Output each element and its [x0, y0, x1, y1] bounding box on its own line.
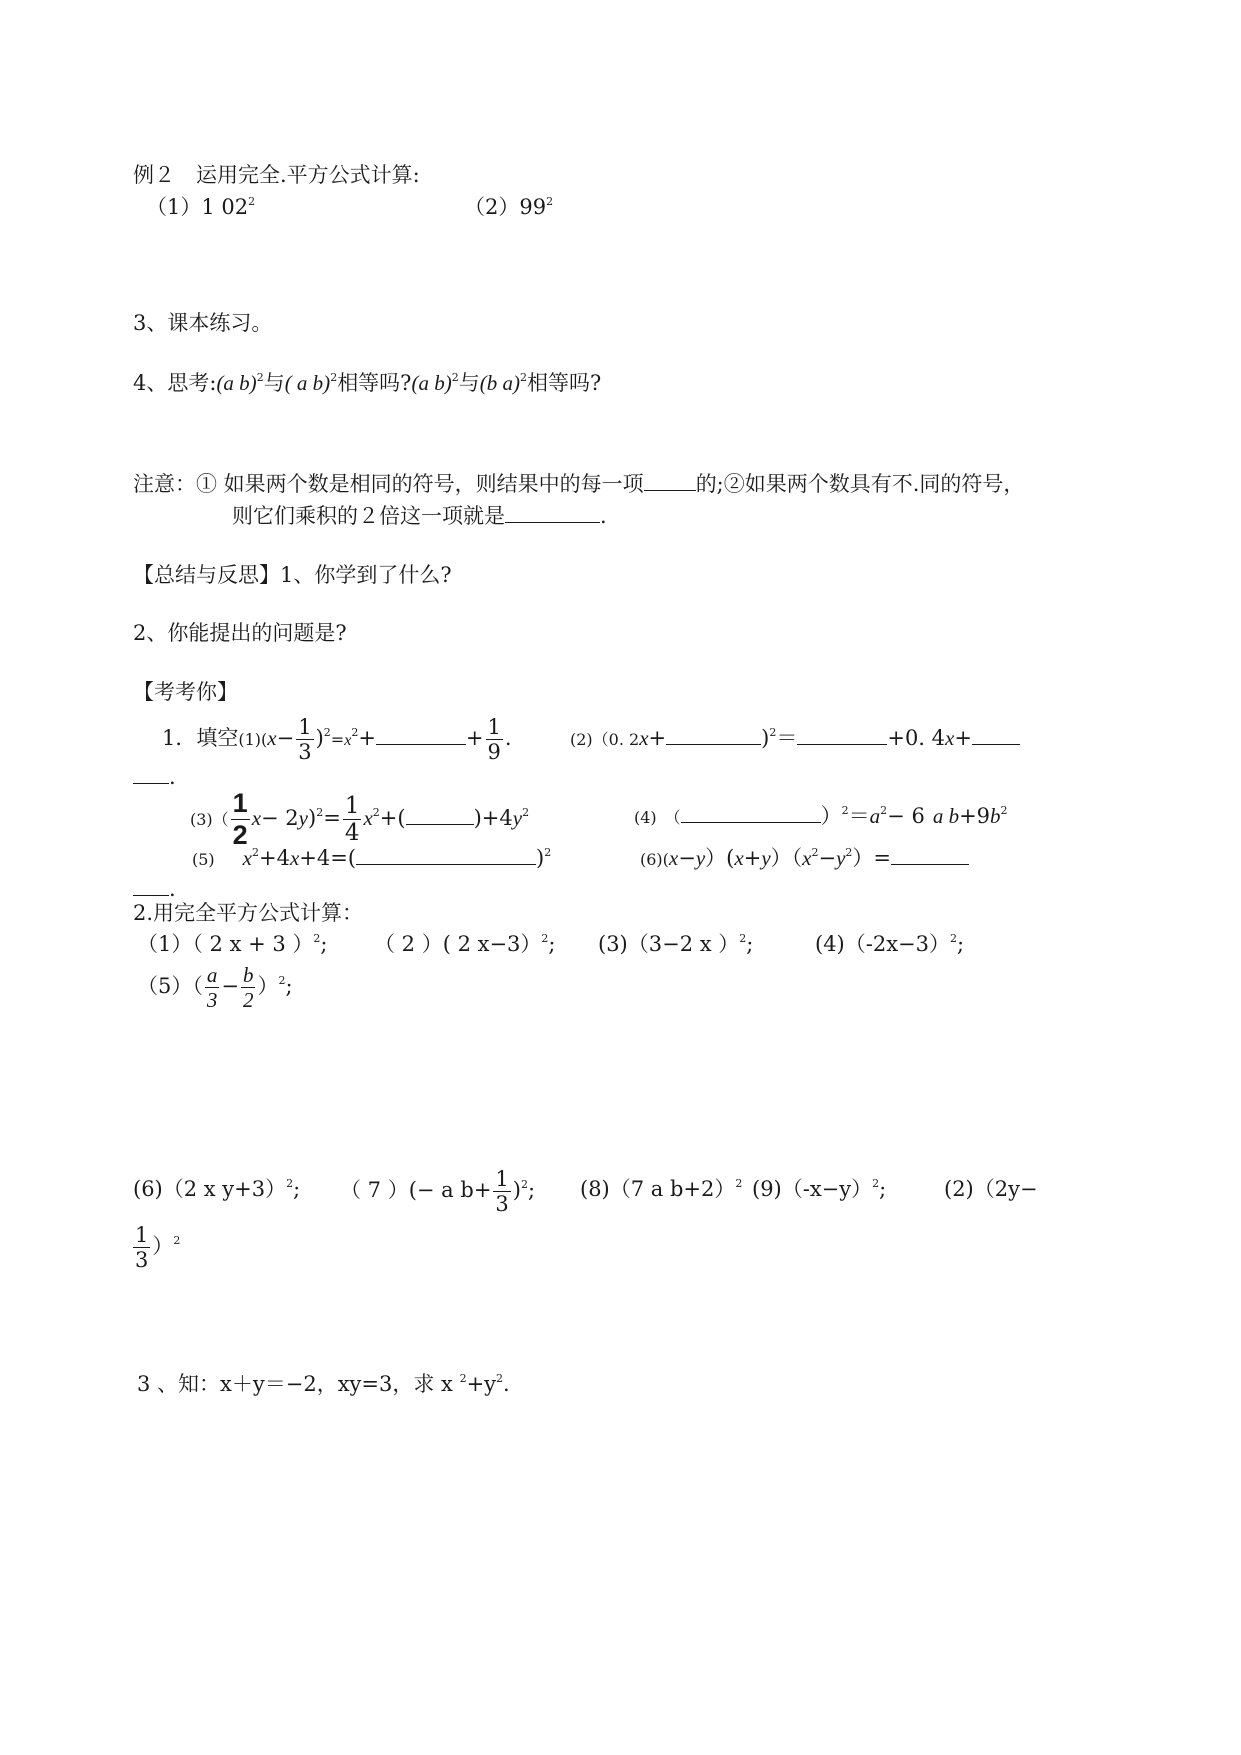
think-question: 4、思考:(a b)$^2$与( a b)$^2$相等吗?(a b)$^2$与(b a)$^2$相等吗? — [133, 371, 602, 395]
q1-2-blank-1[interactable] — [666, 724, 761, 745]
quiz-q2-item-7: （ 7 ）(− a b+ $\frac{1}{3}$ )$^2$; — [340, 1166, 536, 1216]
fraction-b-over-2: $\frac{b}{2}$ — [242, 962, 254, 1012]
quiz-q1-part-3: (3)（ $\frac{1}{2}$ x− 2y)$^2$= $\frac{1}{4}$ $x^2+$( )$+4y^2$ — [190, 788, 530, 851]
quiz-q2-item-9: $(9)(-x-y)^2$; — [752, 1177, 887, 1201]
note-line-2: 则它们乘积的２倍这一项就是 . — [232, 504, 607, 528]
note-blank-2[interactable] — [505, 502, 600, 523]
q1-5-blank[interactable] — [356, 844, 536, 865]
note-blank-1[interactable] — [644, 470, 696, 491]
example2-problem-1: （1）1 $02^2$ — [146, 195, 256, 219]
fraction-one-ninth: $\frac{1}{9}$ — [487, 714, 501, 764]
quiz-q2-item-3: (3)（3−2 x ）$^2$; — [598, 932, 754, 956]
quiz-q2-heading: 2.用完全平方公式计算： — [133, 901, 364, 925]
q1-2-blank-cont[interactable] — [133, 763, 169, 784]
quiz-q1-part-4: (4) （ ）$^2=a^2- 6$ a $b+9b^2$ — [634, 804, 1008, 828]
quiz-q2-item-8: (8)（7 a b+2）$^2$ — [580, 1177, 743, 1201]
q1-2-blank-2[interactable] — [797, 724, 887, 745]
quiz-q1-part-5: (5) $x^2+4x+4=$( )$^2$ — [192, 846, 552, 870]
fraction-one-half: $\frac{1}{2}$ — [232, 788, 248, 851]
q1-6-blank[interactable] — [891, 844, 969, 865]
quiz-q2-item-10-continuation: $\frac{1}{3}$ ）$^2$ — [135, 1222, 181, 1272]
quiz-q2-item-5: （5）（ $\frac{a}{3}$ − $\frac{b}{2}$ ）$^2$; — [137, 962, 293, 1012]
summary-line-2: 2、你能提出的问题是? — [133, 621, 347, 645]
fraction-one-third-q7: $\frac{1}{3}$ — [495, 1166, 509, 1216]
q1-1-blank[interactable] — [376, 724, 466, 745]
q1-6-blank-cont[interactable] — [133, 875, 169, 896]
q1-3-blank[interactable] — [406, 804, 474, 825]
quiz-q1-continuation: . — [133, 763, 176, 791]
textbook-practice: 3、课本练习。 — [133, 311, 273, 335]
quiz-heading: 【考考你】 — [133, 680, 238, 704]
quiz-q1-part-6: $(6)(x-y)(x+y)(x^2-y^2)=$ — [640, 844, 969, 876]
fraction-a-over-3: $\frac{a}{3}$ — [206, 962, 218, 1012]
example2-heading: 例２ 运用完全.平方公式计算: — [133, 163, 420, 187]
note-line-1: 注意：① 如果两个数是相同的符号，则结果中的每一项 的;②如果两个数具有不.同的符号， — [133, 472, 1025, 496]
quiz-q1-6-continuation: . — [133, 875, 176, 903]
quiz-q1-part-2: (2)（0. 2x+ )$^2$＝ +0. 4x+ — [570, 724, 1020, 756]
example2-problem-2: $(2)99^2$ — [464, 195, 554, 219]
q1-4-blank[interactable] — [681, 802, 821, 823]
quiz-q3: 3 、知：x＋y＝−2，xy=3，求 x $^2+y^2$. — [137, 1372, 510, 1396]
summary-line-1: 【总结与反思】1、你学到了什么? — [133, 563, 452, 587]
fraction-one-third: $\frac{1}{3}$ — [298, 714, 312, 764]
quiz-q2-item-2: （ 2 ）( 2 x−3）$^2$; — [374, 932, 556, 956]
quiz-q2-item-10: (2)（2y− — [944, 1177, 1038, 1201]
fraction-one-third-q10: $\frac{1}{3}$ — [135, 1222, 149, 1272]
quiz-q2-item-6: (6)（2 x y+3）$^2$; — [133, 1177, 301, 1201]
quiz-q2-item-4: $(4)(-2x-3)^2$; — [815, 932, 965, 956]
quiz-q2-item-1: （1）（ 2 x + 3 ）$^2$; — [137, 932, 328, 956]
fraction-one-quarter: $\frac{1}{4}$ — [344, 792, 360, 847]
quiz-q1-row-1: 1．填空(1)(x− $\frac{1}{3}$ )$^2=x^2+$ + $\frac{1}{9}$ . — [162, 714, 512, 764]
q1-2-blank-3[interactable] — [972, 724, 1020, 745]
